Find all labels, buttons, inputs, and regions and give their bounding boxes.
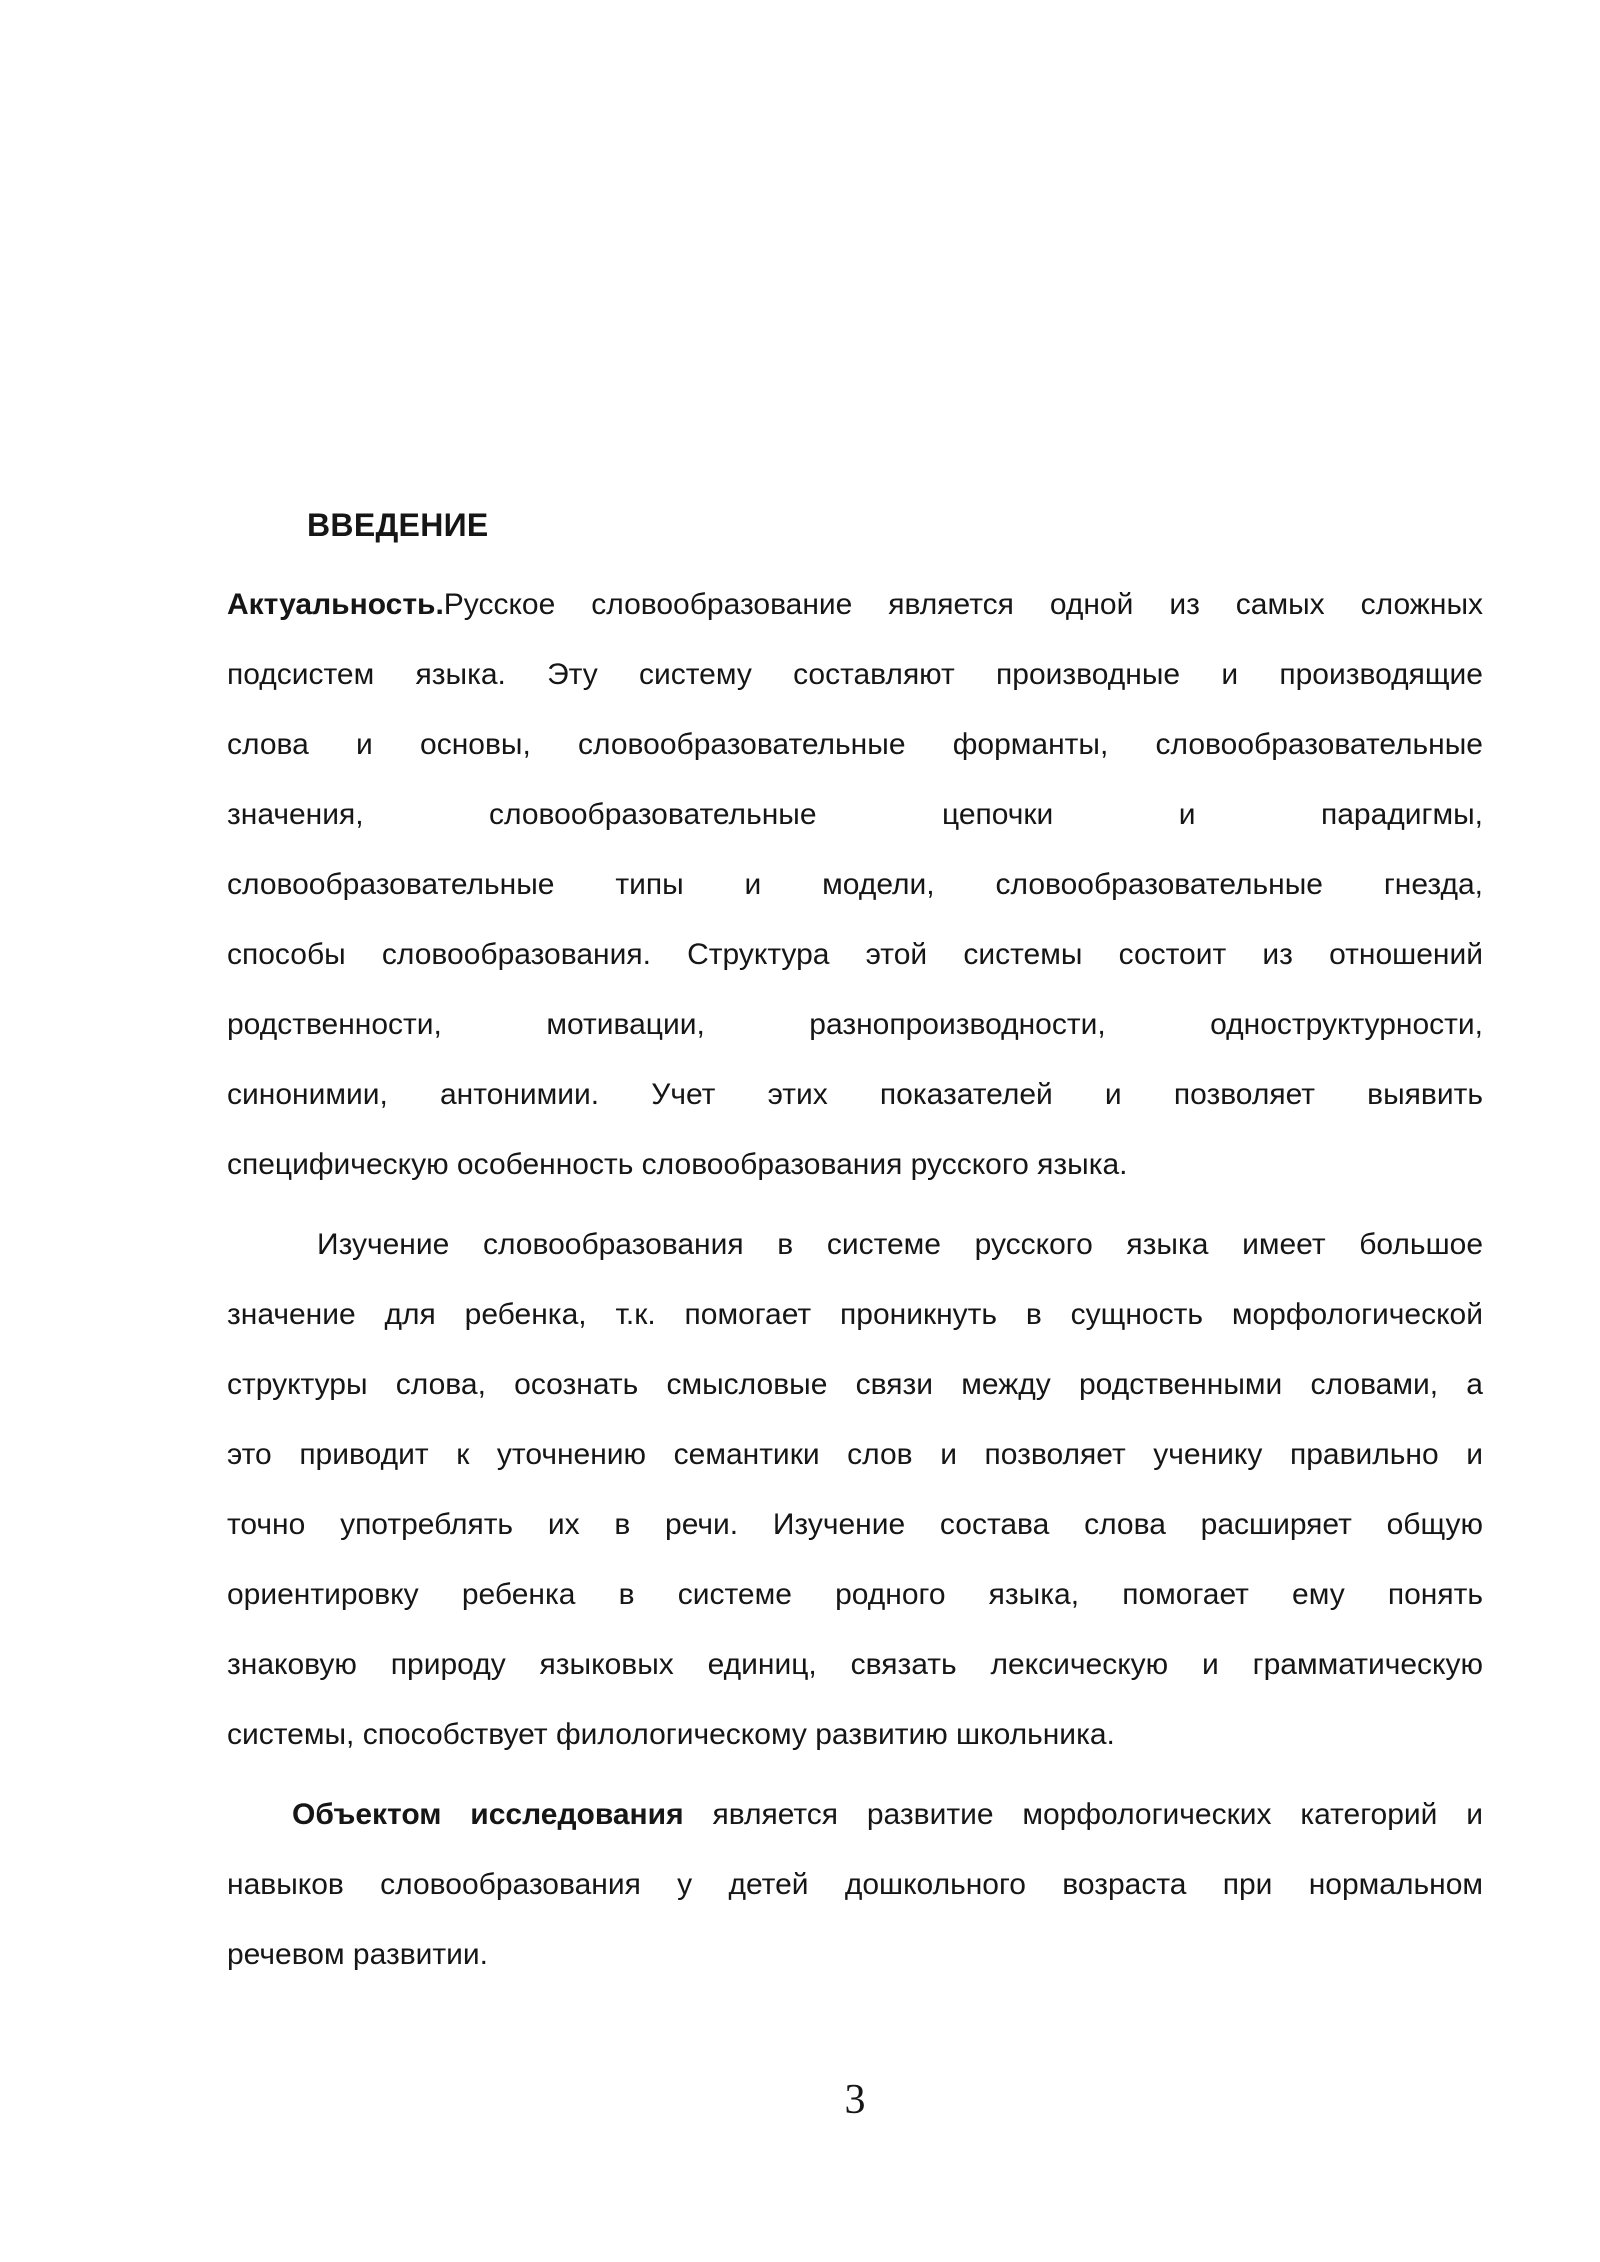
text-line: [227, 920, 1483, 990]
text-line: [227, 1280, 1483, 1350]
text-line: [227, 1850, 1483, 1920]
paragraph: [227, 570, 1483, 1200]
text-segment: значение для ребенка, т.к. помогает проникнуть в сущность морфологической: [227, 1298, 1483, 1331]
text-line: [227, 570, 1483, 640]
text-line: [227, 1780, 1483, 1850]
text-segment: является развитие морфологических категорий и: [683, 1798, 1483, 1831]
document-body: [227, 570, 1483, 1990]
text-line: [227, 1210, 1483, 1280]
text-line: [227, 1130, 1483, 1200]
text-segment: подсистем языка. Эту систему составляют производные и производящие: [227, 658, 1483, 691]
bold-text-segment: Объектом исследования: [292, 1798, 684, 1831]
section-title: ВВЕДЕНИЕ: [307, 507, 489, 543]
text-line: [227, 1630, 1483, 1700]
text-segment: специфическую особенность словообразования русского языка.: [227, 1148, 1128, 1181]
text-line: [227, 780, 1483, 850]
text-line: [227, 1350, 1483, 1420]
paragraph: [227, 1780, 1483, 1990]
text-segment: родственности, мотивации, разнопроизводности, одноструктурности,: [227, 1008, 1483, 1041]
document-content: [227, 490, 1483, 1990]
text-segment: структуры слова, осознать смысловые связи между родственными словами, а: [227, 1368, 1483, 1401]
text-line: [227, 1560, 1483, 1630]
bold-text-segment: Актуальность.: [227, 588, 444, 621]
text-line: [227, 850, 1483, 920]
text-line: [227, 1920, 1483, 1990]
text-segment: это приводит к уточнению семантики слов и позволяет ученику правильно и: [227, 1438, 1483, 1471]
text-segment: словообразовательные типы и модели, словообразовательные гнезда,: [227, 868, 1483, 901]
text-segment: навыков словообразования у детей дошкольного возраста при нормальном: [227, 1868, 1483, 1901]
text-line: [227, 1700, 1483, 1770]
text-segment: значения, словообразовательные цепочки и парадигмы,: [227, 798, 1483, 831]
text-line: [227, 1060, 1483, 1130]
text-segment: ориентировку ребенка в системе родного языка, помогает ему понять: [227, 1578, 1483, 1611]
text-segment: синонимии, антонимии. Учет этих показателей и позволяет выявить: [227, 1078, 1483, 1111]
paragraph: [227, 1210, 1483, 1770]
text-line: [227, 990, 1483, 1060]
text-segment: знаковую природу языковых единиц, связать лексическую и грамматическую: [227, 1648, 1483, 1681]
text-segment: слова и основы, словообразовательные форманты, словообразовательные: [227, 728, 1483, 761]
text-line: [227, 1420, 1483, 1490]
text-segment: точно употреблять их в речи. Изучение состава слова расширяет общую: [227, 1508, 1483, 1541]
text-segment: системы, способствует филологическому развитию школьника.: [227, 1718, 1115, 1751]
text-segment: Русское словообразование является одной из самых сложных: [443, 588, 1483, 621]
text-segment: способы словообразования. Структура этой системы состоит из отношений: [227, 938, 1483, 971]
text-segment: речевом развитии.: [227, 1938, 489, 1971]
text-segment: Изучение словообразования в системе русского языка имеет большое: [317, 1228, 1483, 1261]
text-line: [227, 1490, 1483, 1560]
page-number: 3: [844, 2077, 866, 2123]
text-line: [227, 710, 1483, 780]
text-line: [227, 640, 1483, 710]
